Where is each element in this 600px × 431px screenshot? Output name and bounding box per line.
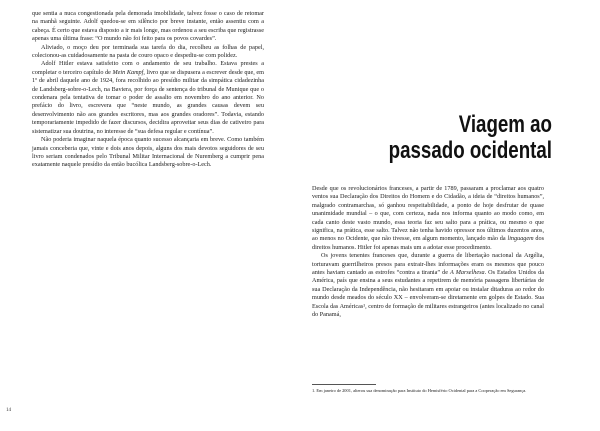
footnote-divider bbox=[312, 384, 376, 385]
page-number: 14 bbox=[6, 408, 11, 413]
footnote: 1. Em janeiro de 2001, alterou sua denominação para Instituto do Hemisfério Ocidental para a Cooperação em Segurança. bbox=[312, 388, 527, 393]
paragraph bbox=[312, 252, 544, 319]
text-run: que sentia a nuca congestionada pela demorada imobilidade, talvez fosse o caso de retomar na manhã seguinte. Adolf quedou-se em silêncio por breve instante, então assentiu com a cabeça. É certo que estava disposto a ir mais longe, mas ordenou a seu escriba que registrasse apenas uma última frase: “O mundo não foi feito para os povos covardes”. bbox=[32, 10, 264, 43]
chapter-title-line-1: Viagem ao bbox=[458, 111, 552, 138]
text-run: Desde que os revolucionários franceses, a partir de 1789, passaram a proclamar aos quatro ventos sua Declaração dos Direitos do Homem e do Cidadão, a ideia de “direitos humanos”, malgrado contramarchas, só ganhou respeitabilidade, a ponto de hoje desfrutar de quase unanimidade mundial – o que, com certeza, nada nos informa quanto ao modo como, em cada canto deste vasto mundo, essa teoria faz seu salto para a prática, ou mesmo o que significa, na prática, esse salto. Talvez não tenha havido opressor nos últimos duzentos anos, ao menos no Ocidente, que não tivesse, em algum momento, lançado mão da bbox=[312, 185, 544, 243]
text-run: Aliviado, o moço deu por terminada sua tarefa do dia, recolheu as folhas de papel, colecionou-as cuidadosamente na pasta de couro opaco e despediu-se com polidez. bbox=[32, 43, 264, 60]
text-run: Os jovens tenentes franceses que, durante a guerra de libertação nacional da Argélia, torturavam guerrilheiros presos para extrair-lhes informações eram os mesmos que pouco antes haviam cantado as estrofes “contra a tirania” de bbox=[312, 252, 544, 277]
chapter-title bbox=[380, 112, 552, 164]
italic-text: linguagem bbox=[507, 235, 534, 243]
chapter-title-line-2: passado ocidental bbox=[388, 137, 552, 164]
left-text-column bbox=[32, 10, 264, 170]
paragraph bbox=[32, 60, 264, 136]
text-run: , livro que se dispusera a escrever desde que, em 1º de abril daquele ano de 1924, fora recolhido ao presídio militar da simpática cidadezinha de Landsberg-sobre-o-Lech, na Baviera, por força de sentença do tribunal de Munique que o condenara pela tentativa de tomar o poder de assalto em novembro do ano anterior. No prefácio do livro, escrevera que “neste mundo, as grandes causas devem seu desenvolvimento não aos grandes escritores, mas aos grandes oradores”. Todavia, estando temporariamente impedido de fazer discursos, decidira aproveitar seus dias de cativeiro para sistematizar sua doutrina, no interesse de “sua defesa regular e contínua”. bbox=[32, 68, 264, 135]
right-text-column bbox=[312, 185, 544, 320]
text-run: Não poderia imaginar naquela época quanto sucesso alcançaria em breve. Como também jamais conceberia que, vinte e dois anos depois, alguns dos mais devotos seguidores de seu livro seriam condenados pelo Tribunal Militar Internacional de Nuremberg a cumprir pena exatamente naquele presídio da então bucólica Landsberg-sobre-o-Lech. bbox=[32, 136, 264, 169]
text-run: . Os Estados Unidos da América, país que ensina a seus estudantes a repetirem de memória passagens libertárias de sua Declaração da Independência, não hesitaram em apoiar ou instalar ditaduras ao redor do mundo desde meados do século XX – envolveram-se diretamente em golpes de Estado. Sua Escola das Américas¹, centro de formação de militares estrangeiros (antes localizado no canal do Panamá, bbox=[312, 269, 545, 319]
paragraph bbox=[312, 185, 544, 252]
paragraph bbox=[32, 136, 264, 170]
paragraph bbox=[32, 10, 264, 44]
paragraph bbox=[32, 44, 264, 61]
italic-text: Mein Kampf bbox=[112, 68, 144, 76]
italic-text: A Marselhesa bbox=[450, 269, 485, 277]
text-run: dos direitos humanos. Hitler foi apenas mais um a adotar esse procedimento. bbox=[312, 235, 544, 251]
text-run: Adolf Hitler estava satisfeito com o andamento de seu trabalho. Estava prestes a completar o terceiro capítulo de bbox=[32, 60, 264, 76]
